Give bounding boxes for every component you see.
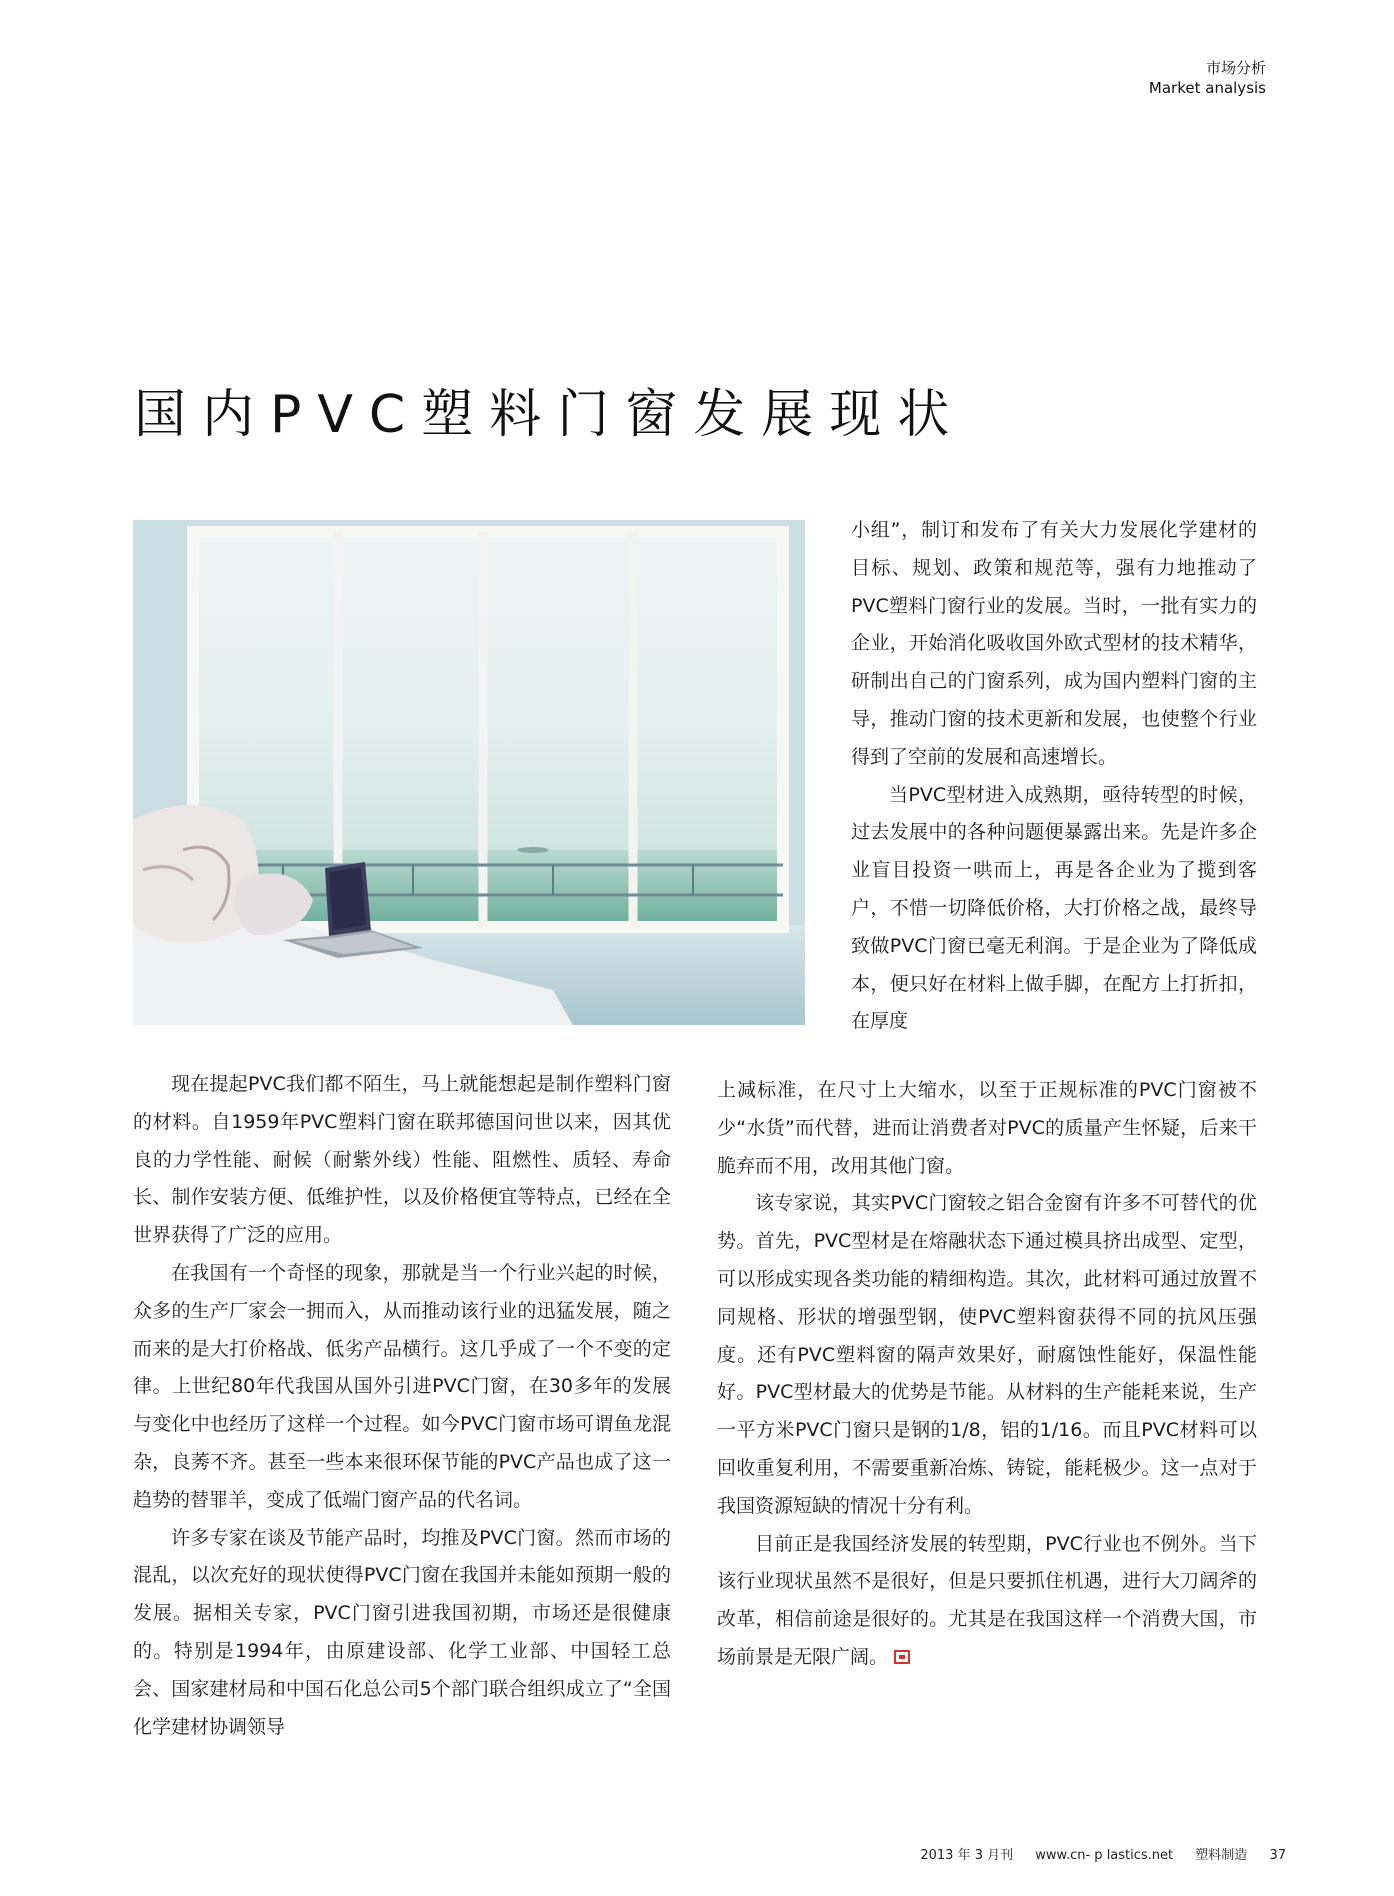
paragraph-final-text: 目前正是我国经济发展的转型期，PVC行业也不例外。当下该行业现状虽然不是很好，但是只要抓住机遇，进行大刀阔斧的改革，相信前途是很好的。尤其是在我国这样一个消费大国，市场前景是无限广阔。: [717, 1532, 1257, 1668]
page-number: 37: [1269, 1848, 1286, 1863]
paragraph: 当PVC型材进入成熟期，亟待转型的时候，过去发展中的各种问题便暴露出来。先是许多企业盲目投资一哄而上，再是各企业为了揽到客户，不惜一切降低价格，大打价格之战，最终导致做PVC门窗已毫无利润。于是企业为了降低成本，便只好在材料上做手脚，在配方上打折扣，在厚度: [851, 783, 1257, 1033]
article-title: 国内PVC塑料门窗发展现状: [134, 385, 966, 445]
paragraph-final: [717, 1526, 1257, 1677]
paragraph: 许多专家在谈及节能产品时，均推及PVC门窗。然而市场的混乱，以次充好的现状使得PVC门窗在我国并未能如预期一般的发展。据相关专家，PVC门窗引进我国初期，市场还是很健康的。特别是1994年，由原建设部、化学工业部、中国轻工总会、国家建材局和中国石化总公司5个部门联合组织成立了“全国化学建材协调领导: [133, 1526, 671, 1738]
footer-website: www.cn- p lastics.net: [1035, 1848, 1174, 1863]
paragraph: 在我国有一个奇怪的现象，那就是当一个行业兴起的时候，众多的生产厂家会一拥而入，从而推动该行业的迅猛发展，随之而来的是大打价格战、低劣产品横行。这几乎成了一个不变的定律。上世纪80年代我国从国外引进PVC门窗，在30多年的发展与变化中也经历了这样一个过程。如今PVC门窗市场可谓鱼龙混杂，良莠不齐。甚至一些本来很环保节能的PVC产品也成了这一趋势的替罪羊，变成了低端门窗产品的代名词。: [133, 1261, 671, 1511]
page-footer: [902, 1844, 1286, 1863]
footer-issue: 2013 年 3 月刊: [920, 1848, 1014, 1863]
paragraph: 现在提起PVC我们都不陌生，马上就能想起是制作塑料门窗的材料。自1959年PVC塑料门窗在联邦德国问世以来，因其优良的力学性能、耐候（耐紫外线）性能、阻燃性、质轻、寿命长、制作安装方便、低维护性，以及价格便宜等特点，已经在全世界获得了广泛的应用。: [133, 1073, 671, 1247]
article-end-icon: [894, 1650, 910, 1664]
article-column-right-top: [851, 512, 1257, 1041]
section-label-cn: 市场分析: [1205, 59, 1266, 77]
article-photo: [133, 520, 805, 1025]
paragraph: 上减标准，在尺寸上大缩水，以至于正规标准的PVC门窗被不少“水货”而代替，进而让消费者对PVC的质量产生怀疑，后来干脆弃而不用，改用其他门窗。: [717, 1079, 1257, 1177]
section-label-en: Market analysis: [1148, 79, 1266, 97]
paragraph: 小组”，制订和发布了有关大力发展化学建材的目标、规划、政策和规范等，强有力地推动了PVC塑料门窗行业的发展。当时，一批有实力的企业，开始消化吸收国外欧式型材的技术精华，研制出自己的门窗系列，成为国内塑料门窗的主导，推动门窗的技术更新和发展，也使整个行业得到了空前的发展和高速增长。: [851, 519, 1257, 768]
section-header: [1149, 58, 1266, 98]
article-column-right-bottom: [717, 1072, 1257, 1677]
footer-magazine: 塑料制造: [1195, 1848, 1248, 1863]
paragraph: 该专家说，其实PVC门窗较之铝合金窗有许多不可替代的优势。首先，PVC型材是在熔融状态下通过模具挤出成型、定型，可以形成实现各类功能的精细构造。其次，此材料可通过放置不同规格、形状的增强型钢，使PVC塑料窗获得不同的抗风压强度。还有PVC塑料窗的隔声效果好，耐腐蚀性能好，保温性能好。PVC型材最大的优势是节能。从材料的生产能耗来说，生产一平方米PVC门窗只是钢的1/8，铝的1/16。而且PVC材料可以回收重复利用，不需要重新冶炼、铸锭，能耗极少。这一点对于我国资源短缺的情况十分有利。: [717, 1192, 1257, 1517]
article-column-left: [133, 1066, 671, 1746]
